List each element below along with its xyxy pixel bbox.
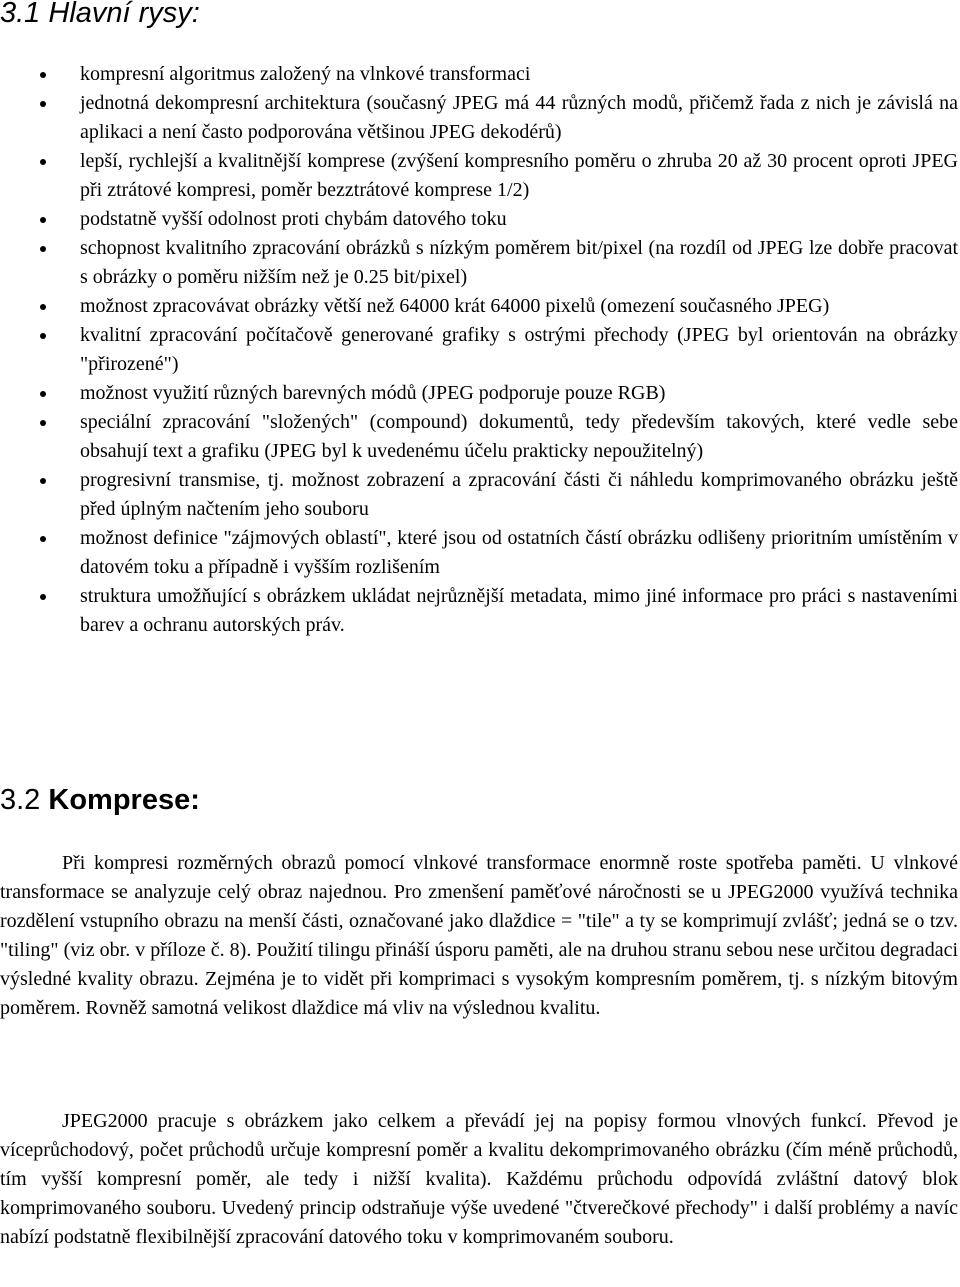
list-item: speciální zpracování "složených" (compound) dokumentů, tedy především takových, které vedle sebe obsahují text a grafiku (JPEG byl k uvedenému účelu prakticky nepoužitelný) xyxy=(0,408,958,466)
section-number: 3.2 xyxy=(0,784,41,816)
paragraph: Při kompresi rozměrných obrazů pomocí vlnkové transformace enormně roste spotřeba paměti. U vlnkové transformace se analyzuje celý obraz najednou. Pro zmenšení paměťové náročnosti se u JPEG2000 využívá technika rozdělení vstupního obrazu na menší části, označované jako dlaždice = "tile" a ty se komprimují zvlášť; jedná se o tzv. "tiling" (viz obr. v příloze č. 8). Použití tilingu přináší úsporu paměti, ale na druhou stranu sebou nese určitou degradaci výsledné kvality obrazu. Zejména je to vidět při komprimaci s vysokým kompresním poměrem, tj. s nízkým bitovým poměrem. Rovněž samotná velikost dlaždice má vliv na výslednou kvalitu. xyxy=(0,852,958,1019)
list-item: kompresní algoritmus založený na vlnkové transformaci xyxy=(0,60,958,89)
list-item: možnost využití různých barevných módů (JPEG podporuje pouze RGB) xyxy=(0,379,958,408)
section-heading-compression xyxy=(0,785,200,817)
list-item: kvalitní zpracování počítačově generované grafiky s ostrými přechody (JPEG byl orientován na obrázky "přirozené") xyxy=(0,321,958,379)
list-item: podstatně vyšší odolnost proti chybám datového toku xyxy=(0,205,958,234)
list-item: lepší, rychlejší a kvalitnější komprese (zvýšení kompresního poměru o zhruba 20 až 30 procent oproti JPEG při ztrátové kompresi, poměr bezztrátové komprese 1/2) xyxy=(0,147,958,205)
features-list xyxy=(0,60,958,640)
list-item: možnost definice "zájmových oblastí", které jsou od ostatních částí obrázku odlišeny prioritním umístěním v datovém toku a případně i vyšším rozlišením xyxy=(0,524,958,582)
paragraph: JPEG2000 pracuje s obrázkem jako celkem a převádí jej na popisy formou vlnových funkcí. Převod je víceprůchodový, počet průchodů určuje kompresní poměr a kvalitu dekomprimovaného obrázku (čím méně průchodů, tím vyšší kompresní poměr, ale tedy i nižší kvalita). Každému průchodu odpovídá zvláštní datový blok komprimovaného souboru. Uvedený princip odstraňuje výše uvedené "čtverečkové přechody" i další problémy a navíc nabízí podstatně flexibilnější zpracování datového toku v komprimovaném souboru. xyxy=(0,1110,958,1248)
section-title: Komprese: xyxy=(48,784,200,816)
list-item: schopnost kvalitního zpracování obrázků s nízkým poměrem bit/pixel (na rozdíl od JPEG lze dobře pracovat s obrázky o poměru nižším než je 0.25 bit/pixel) xyxy=(0,234,958,292)
list-item: struktura umožňující s obrázkem ukládat nejrůznější metadata, mimo jiné informace pro práci s nastaveními barev a ochranu autorských práv. xyxy=(0,582,958,640)
list-item: jednotná dekompresní architektura (současný JPEG má 44 různých modů, přičemž řada z nich je závislá na aplikaci a není často podporována většinou JPEG dekodérů) xyxy=(0,89,958,147)
section-heading-main-features: 3.1 Hlavní rysy: xyxy=(0,0,200,29)
list-item: progresivní transmise, tj. možnost zobrazení a zpracování části či náhledu komprimovaného obrázku ještě před úplným načtením jeho souboru xyxy=(0,466,958,524)
list-item: možnost zpracovávat obrázky větší než 64000 krát 64000 pixelů (omezení současného JPEG) xyxy=(0,292,958,321)
